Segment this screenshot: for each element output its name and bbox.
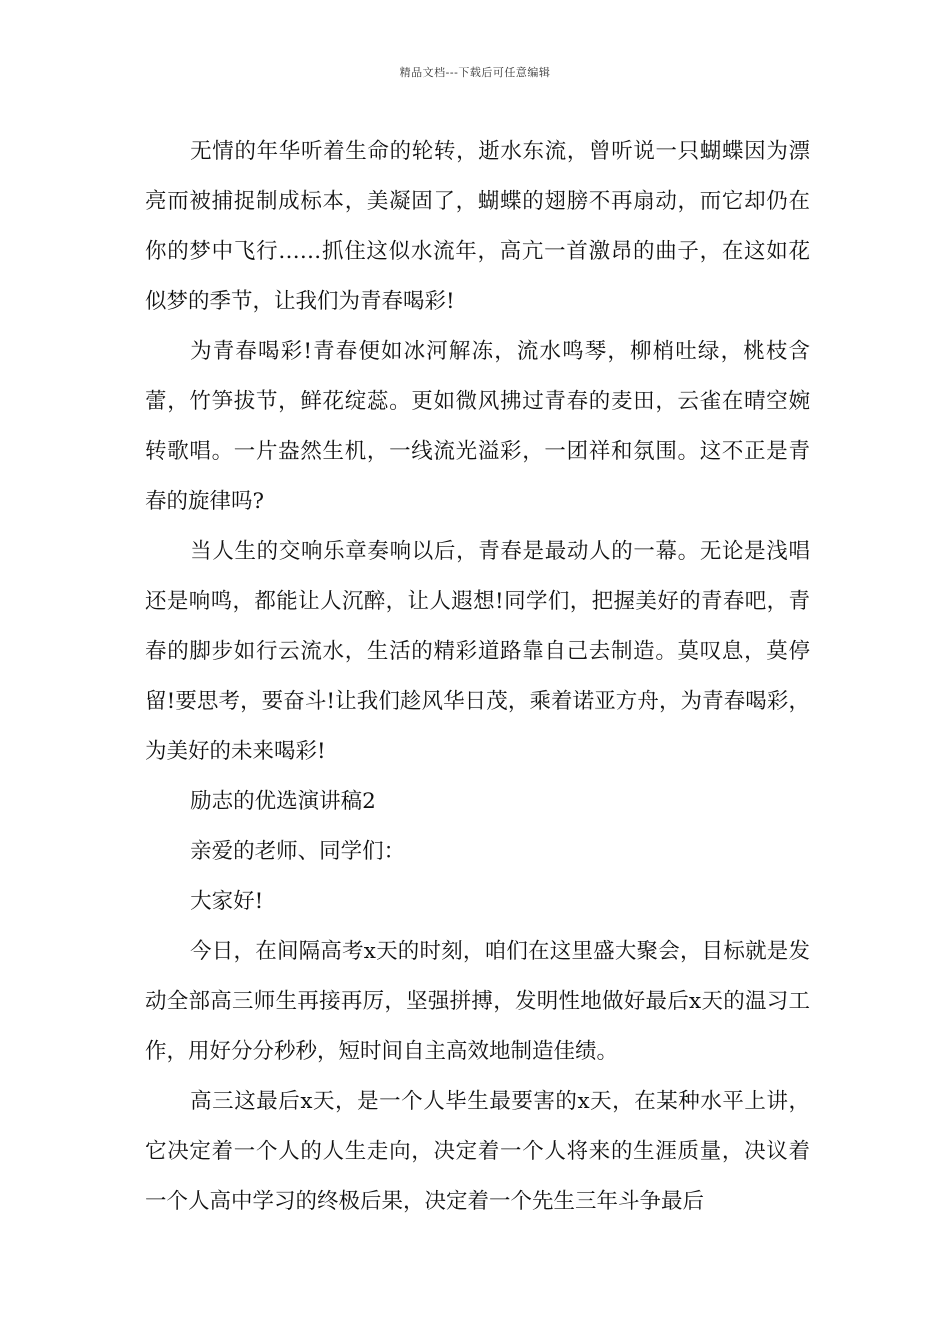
paragraph-youth-1: 无情的年华听着生命的轮转，逝水东流，曾听说一只蝴蝶因为漂亮而被捕捉制成标本，美凝固了，蝴蝶的翅膀不再扇动，而它却仍在你的梦中飞行……抓住这似水流年，高亢一首激昂的曲子，在这如花似梦的季节，让我们为青春喝彩! [145,139,810,314]
document-body [145,127,810,1227]
paragraph-youth-3: 当人生的交响乐章奏响以后，青春是最动人的一幕。无论是浅唱还是响鸣，都能让人沉醉，让人遐想!同学们，把握美好的青春吧，青春的脚步如行云流水，生活的精彩道路靠自己去制造。莫叹息，莫停留!要思考，要奋斗!让我们趁风华日茂，乘着诺亚方舟，为青春喝彩，为美好的未来喝彩! [145,539,810,764]
paragraph-youth-2: 为青春喝彩!青春便如冰河解冻，流水鸣琴，柳梢吐绿，桃枝含蕾，竹笋拔节，鲜花绽蕊。更如微风拂过青春的麦田，云雀在晴空婉转歌唱。一片盎然生机，一线流光溢彩，一团祥和氛围。这不正是青春的旋律吗? [145,339,810,514]
page-header: 精品文档---下载后可任意编辑 [399,66,551,79]
greeting: 大家好! [190,889,264,914]
salutation: 亲爱的老师、同学们： [190,839,406,864]
speech-title: 励志的优选演讲稿2 [190,789,376,814]
paragraph-exam-2: 高三这最后x天，是一个人毕生最要害的x天，在某种水平上讲，它决定着一个人的人生走向，决定着一个人将来的生涯质量，决议着一个人高中学习的终极后果，决定着一个先生三年斗争最后 [145,1089,810,1214]
paragraph-exam-1: 今日，在间隔高考x天的时刻，咱们在这里盛大聚会，目标就是发动全部高三师生再接再厉，坚强拼搏，发明性地做好最后x天的温习工作，用好分分秒秒，短时间自主高效地制造佳绩。 [145,939,810,1064]
